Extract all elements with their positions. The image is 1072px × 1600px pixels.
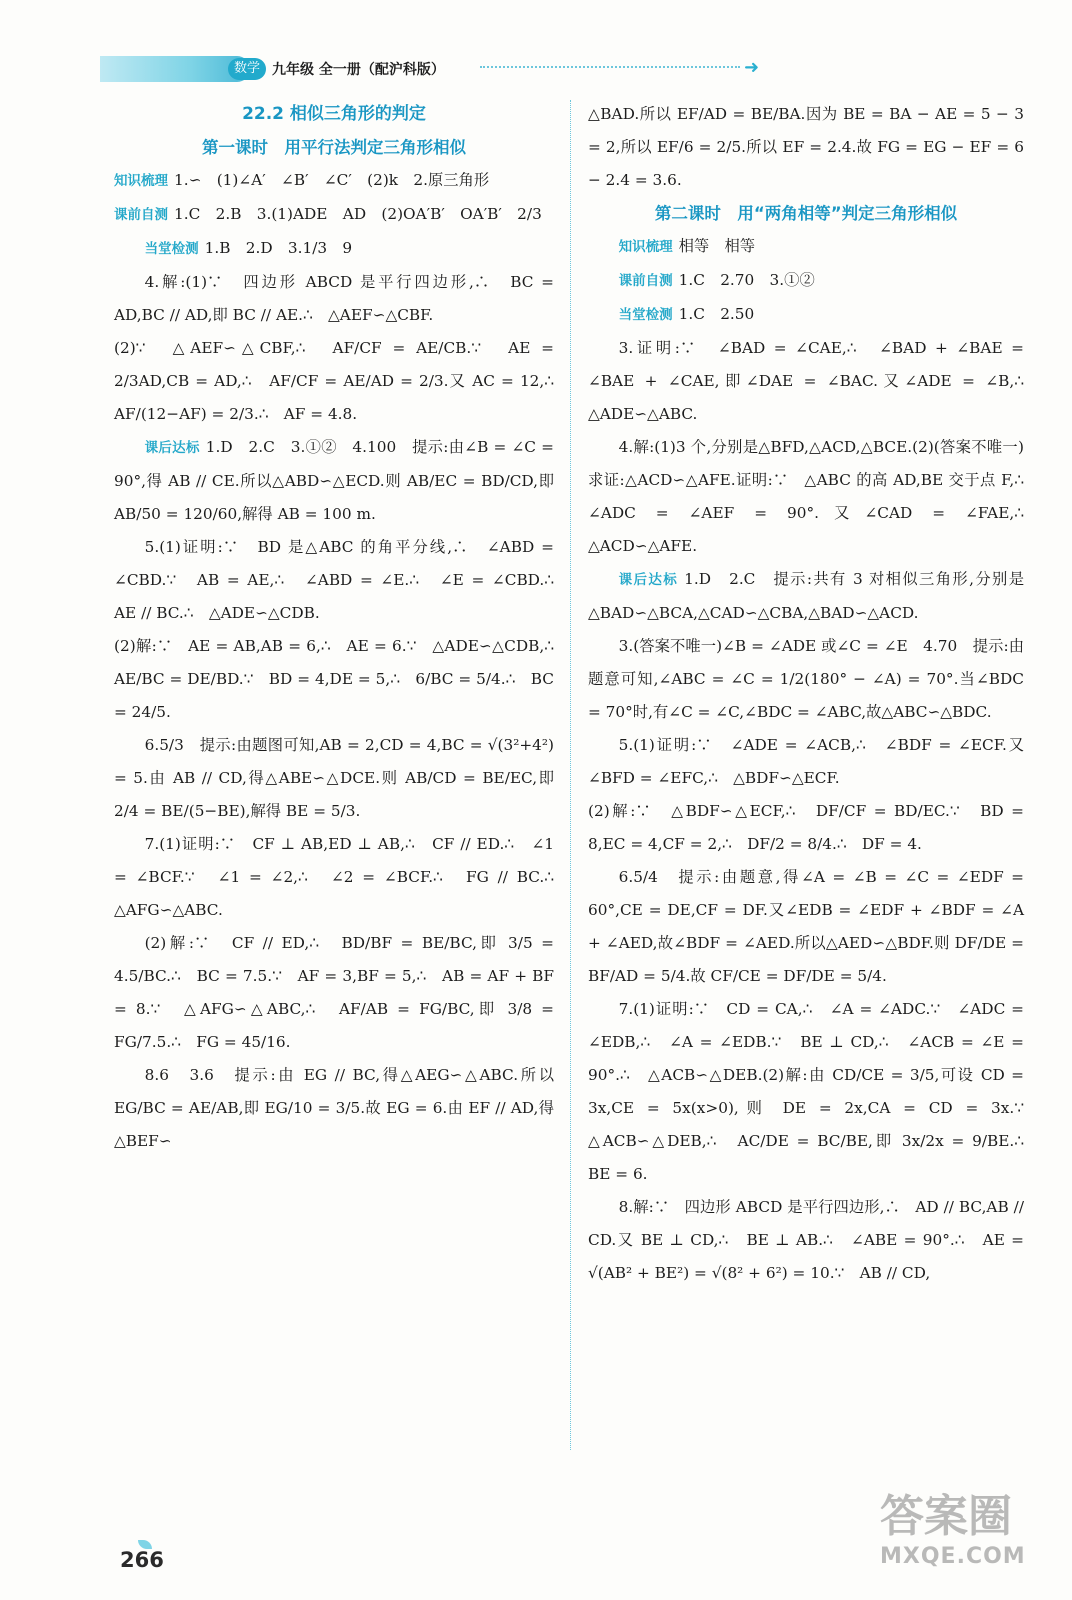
answer-text: 7.(1)证明:∵ CF ⊥ AB,ED ⊥ AB,∴ CF // ED.∴ ∠1 = ∠BCF.∵ ∠1 = ∠2,∴ ∠2 = ∠BCF.∴ FG // BC.∴ △AFG∽△ABC. (114, 835, 570, 919)
answer-text: 6.5/3 提示:由题图可知,AB = 2,CD = 4,BC = √(3²+4²) = 5.由 AB // CD,得△ABE∽△DCE.则 AB/CD = BE/EC,即 2/4 = BE/(5−BE),解得 BE = 5/3. (114, 736, 554, 820)
answer-line (588, 264, 1024, 298)
answer-line (114, 164, 554, 198)
answer-text: (2)解:∵ AE = AB,AB = 6,∴ AE = 6.∵ △ADE∽△CDB,∴ AE/BC = DE/BD.∵ BD = 4,DE = 5,∴ 6/BC = 5/4.∴ BC = 24/5. (114, 637, 570, 721)
answer-line (588, 298, 1024, 332)
answer-text: 6.5/4 提示:由题意,得∠A = ∠B = ∠C = ∠EDF = 60°,CE = DE,CF = DF.又∠EDB = ∠EDF + ∠BDF = ∠A + ∠AED,故∠BDF = ∠AED.所以△AED∽△BDF.则 DF/DE = BF/AD = 5/4.故 CF/CE = DF/DE = 5/4. (588, 868, 1024, 985)
answer-line (588, 795, 1024, 861)
answer-text: 3.证明:∵ ∠BAD = ∠CAE,∴ ∠BAD + ∠BAE = ∠BAE + ∠CAE,即∠DAE = ∠BAC.又∠ADE = ∠B,∴ △ADE∽△ABC. (588, 339, 1040, 423)
answer-line (588, 861, 1024, 993)
answer-line (588, 230, 1024, 264)
watermark-url: MXQE.COM (880, 1544, 1026, 1569)
answer-line (114, 1059, 554, 1158)
answer-text: 1.C 2.B 3.(1)ADE AD (2)OA′B′ OA′B′ 2/3 (174, 205, 542, 223)
right-answers (588, 230, 1040, 1290)
answer-text: 1.C 2.70 3.①② (678, 271, 815, 289)
answer-line (114, 630, 570, 729)
answer-text: △BAD.所以 EF/AD = BE/BA.因为 BE = BA − AE = 5 − 3 = 2,所以 EF/6 = 2/5.所以 EF = 2.4.故 FG = EG − EF = 6 − 2.4 = 3.6. (588, 105, 1024, 189)
book-title: 九年级 全一册（配沪科版） (272, 62, 445, 78)
answer-line (114, 729, 554, 828)
page-number-badge (112, 1540, 182, 1576)
answer-line (588, 431, 1040, 563)
right-continuation (588, 98, 1024, 197)
page-number: 266 (120, 1548, 164, 1572)
answer-line (114, 531, 570, 630)
answer-text: 7.(1)证明:∵ CD = CA,∴ ∠A = ∠ADC.∵ ∠ADC = ∠EDB,∴ ∠A = ∠EDB.∵ BE ⊥ CD,∴ ∠ACB = ∠E = 90°.∴ △ACB∽△DEB.(2)解:由 CD/CE = 3/5,可设 CD = 3x,CE = 5x(x>0),则 DE = 2x,CA = CD = 3x.∵ △ACB∽△DEB,∴ AC/DE = BC/BE,即 3x/2x = 9/BE.∴ BE = 6. (588, 1000, 1040, 1183)
answer-text: 1.∽ (1)∠A′ ∠B′ ∠C′ (2)k 2.原三角形 (174, 171, 490, 189)
answer-line (588, 98, 1024, 197)
answer-text: 1.B 2.D 3.1/3 9 (204, 239, 353, 257)
watermark (880, 1480, 1030, 1580)
answer-text: (2)解:∵ CF // ED,∴ BD/BF = BE/BC,即 3/5 = 4.5/BC.∴ BC = 7.5.∵ AF = 3,BF = 5,∴ AB = AF + BF = 8.∵ △AFG∽△ABC,∴ AF/AB = FG/BC,即 3/8 = FG/7.5.∴ FG = 45/16. (114, 934, 554, 1051)
answer-line (588, 630, 1024, 729)
left-column (114, 98, 570, 1158)
section-title: 22.2 相似三角形的判定 (242, 104, 426, 124)
right-column (588, 98, 1040, 1290)
section-label: 课前自测 (114, 207, 168, 223)
answer-text: 1.D 2.C 3.①② 4.100 提示:由∠B = ∠C = 90°,得 AB // CE.所以△ABD∽△ECD.则 AB/EC = BD/CD,即 AB/50 = 120/60,解得 AB = 100 m. (114, 438, 554, 523)
page-header (100, 52, 760, 88)
section-label: 课后达标 (618, 572, 679, 588)
section-label: 课后达标 (144, 440, 200, 456)
answer-line (588, 1191, 1024, 1290)
section-label: 当堂检测 (618, 307, 673, 323)
answer-text: (2)∵ △AEF∽△CBF,∴ AF/CF = AE/CB.∵ AE = 2/3AD,CB = AD,∴ AF/CF = AE/AD = 2/3.又 AC = 12,∴ AF/(12−AF) = 2/3.∴ AF = 4.8. (114, 339, 570, 423)
watermark-text: 答案圈 (880, 1491, 1012, 1542)
answer-line (588, 563, 1024, 630)
answer-text: (2)解:∵ △BDF∽△ECF,∴ DF/CF = BD/EC.∵ BD = 8,EC = 4,CF = 2,∴ DF/2 = 8/4.∴ DF = 4. (588, 802, 1024, 853)
answer-text: 5.(1)证明:∵ BD 是△ABC 的角平分线,∴ ∠ABD = ∠CBD.∵ AB = AE,∴ ∠ABD = ∠E.∴ ∠E = ∠CBD.∴ AE // BC.∴ △ADE∽△CDB. (114, 538, 570, 622)
section-label: 知识梳理 (618, 239, 673, 255)
answer-line (114, 332, 570, 431)
lesson-title-1: 第一课时 用平行法判定三角形相似 (202, 138, 466, 157)
answer-line (114, 232, 554, 266)
answer-line (114, 266, 554, 332)
answer-text: 8.解:∵ 四边形 ABCD 是平行四边形,∴ AD // BC,AB // CD.又 BE ⊥ CD,∴ BE ⊥ AB.∴ ∠ABE = 90°.∴ AE = √(AB² + BE²) = √(8² + 6²) = 10.∵ AB // CD, (588, 1198, 1024, 1282)
answer-line (114, 198, 554, 232)
answer-line (114, 431, 554, 531)
section-label: 知识梳理 (114, 173, 168, 189)
answer-text: 5.(1)证明:∵ ∠ADE = ∠ACB,∴ ∠BDF = ∠ECF.又∠BFD = ∠EFC,∴ △BDF∽△ECF. (588, 736, 1024, 787)
header-dotted-line (480, 66, 740, 68)
column-divider (570, 100, 571, 1450)
answer-line (588, 993, 1040, 1191)
section-label: 当堂检测 (144, 241, 199, 257)
answer-text: 相等 相等 (678, 237, 756, 255)
arrow-icon: ➜ (744, 57, 760, 78)
section-label: 课前自测 (618, 273, 673, 289)
answer-line (114, 927, 554, 1059)
answer-text: 1.D 2.C 提示:共有 3 对相似三角形,分别是△BAD∽△BCA,△CAD∽△CBA,△BAD∽△ACD. (588, 570, 1025, 622)
left-answers (114, 164, 570, 1158)
subject-badge: 数学 (228, 58, 266, 80)
answer-line (588, 332, 1040, 431)
answer-text: 1.C 2.50 (678, 305, 755, 323)
answer-line (588, 729, 1024, 795)
answer-line (114, 828, 570, 927)
answer-text: 4.解:(1)∵ 四边形 ABCD 是平行四边形,∴ BC = AD,BC // AD,即 BC // AE.∴ △AEF∽△CBF. (114, 273, 554, 324)
answer-text: 4.解:(1)3 个,分别是△BFD,△ACD,△BCE.(2)(答案不唯一)求证:△ACD∽△AFE.证明:∵ △ABC 的高 AD,BE 交于点 F,∴ ∠ADC = ∠AEF = 90°.又∠CAD = ∠FAE,∴ △ACD∽△AFE. (588, 438, 1040, 555)
lesson-title-2: 第二课时 用“两角相等”判定三角形相似 (654, 204, 958, 223)
answer-text: 3.(答案不唯一)∠B = ∠ADE 或∠C = ∠E 4.70 提示:由题意可知,∠ABC = ∠C = 1/2(180° − ∠A) = 70°.当∠BDC = 70°时,有∠C = ∠C,∠BDC = ∠ABC,故△ABC∽△BDC. (588, 637, 1024, 721)
answer-text: 8.6 3.6 提示:由 EG // BC,得△AEG∽△ABC.所以 EG/BC = AE/AB,即 EG/10 = 3/5.故 EG = 6.由 EF // AD,得△BEF∽ (114, 1066, 554, 1150)
